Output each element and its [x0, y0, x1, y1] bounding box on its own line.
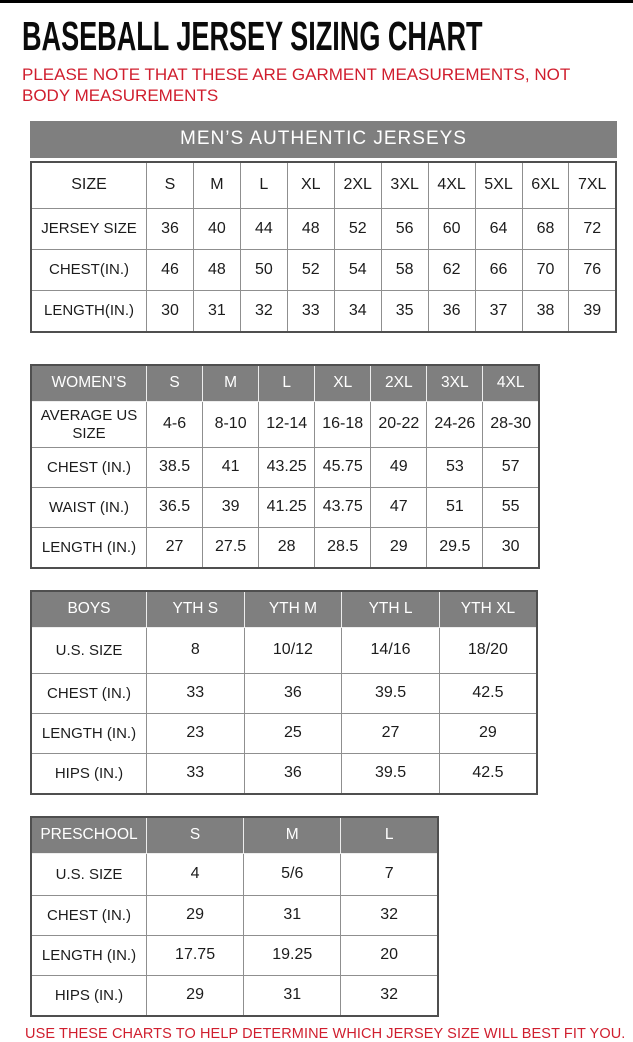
cell-value: 16-18	[315, 402, 371, 448]
table-row	[31, 488, 539, 528]
cell-value: 29	[439, 714, 537, 754]
cell-value: 18/20	[439, 628, 537, 674]
cell-value: 27	[342, 714, 440, 754]
cell-value: 10/12	[244, 628, 342, 674]
cell-value: 51	[427, 488, 483, 528]
cell-value: 33	[147, 754, 245, 794]
cell-value: 42.5	[439, 674, 537, 714]
table-title-cell: WOMEN’S	[31, 365, 147, 402]
cell-value: 39.5	[342, 754, 440, 794]
cell-value: 52	[287, 250, 334, 291]
row-label: AVERAGE US SIZE	[31, 402, 147, 448]
cell-value: 43.75	[315, 488, 371, 528]
column-header: YTH XL	[439, 591, 537, 628]
row-label: LENGTH (IN.)	[31, 714, 147, 754]
cell-value: 33	[287, 291, 334, 332]
column-header: 3XL	[427, 365, 483, 402]
cell-value: 64	[475, 209, 522, 250]
cell-value: 36	[428, 291, 475, 332]
column-header: 6XL	[522, 162, 569, 209]
table-title-cell: PRESCHOOL	[31, 817, 147, 854]
column-header: M	[193, 162, 240, 209]
cell-value: 39	[569, 291, 616, 332]
cell-value: 27.5	[203, 528, 259, 568]
cell-value: 32	[341, 896, 438, 936]
cell-value: 20	[341, 936, 438, 976]
row-label: WAIST (IN.)	[31, 488, 147, 528]
column-header: M	[244, 817, 341, 854]
cell-value: 36	[244, 674, 342, 714]
row-label: LENGTH (IN.)	[31, 528, 147, 568]
cell-value: 60	[428, 209, 475, 250]
cell-value: 24-26	[427, 402, 483, 448]
cell-value: 25	[244, 714, 342, 754]
table-row	[31, 714, 537, 754]
cell-value: 47	[371, 488, 427, 528]
cell-value: 50	[240, 250, 287, 291]
table-row	[31, 402, 539, 448]
cell-value: 41.25	[259, 488, 315, 528]
header-row	[31, 365, 539, 402]
column-header: 4XL	[483, 365, 539, 402]
column-header: S	[147, 365, 203, 402]
cell-value: 38	[522, 291, 569, 332]
column-header: YTH L	[342, 591, 440, 628]
header-row	[31, 591, 537, 628]
table-title-cell: SIZE	[31, 162, 147, 209]
cell-value: 28	[259, 528, 315, 568]
cell-value: 36	[244, 754, 342, 794]
cell-value: 66	[475, 250, 522, 291]
column-header: 4XL	[428, 162, 475, 209]
cell-value: 37	[475, 291, 522, 332]
cell-value: 28.5	[315, 528, 371, 568]
cell-value: 31	[244, 896, 341, 936]
table-row	[31, 754, 537, 794]
cell-value: 28-30	[483, 402, 539, 448]
table-row	[31, 936, 438, 976]
garment-measurement-note: PLEASE NOTE THAT THESE ARE GARMENT MEASUREMENTS, NOT BODY MEASUREMENTS	[22, 65, 570, 106]
cell-value: 58	[381, 250, 428, 291]
cell-value: 29	[147, 896, 244, 936]
column-header: 5XL	[475, 162, 522, 209]
cell-value: 31	[244, 976, 341, 1016]
cell-value: 70	[522, 250, 569, 291]
cell-value: 12-14	[259, 402, 315, 448]
cell-value: 68	[522, 209, 569, 250]
row-label: CHEST (IN.)	[31, 448, 147, 488]
table-row	[31, 674, 537, 714]
cell-value: 40	[193, 209, 240, 250]
column-header: XL	[315, 365, 371, 402]
mens-authentic-jerseys-banner: MEN’S AUTHENTIC JERSEYS	[30, 121, 617, 158]
cell-value: 17.75	[147, 936, 244, 976]
cell-value: 7	[341, 854, 438, 896]
cell-value: 36	[147, 209, 194, 250]
table-row	[31, 976, 438, 1016]
row-label: CHEST (IN.)	[31, 674, 147, 714]
cell-value: 46	[147, 250, 194, 291]
cell-value: 57	[483, 448, 539, 488]
column-header: M	[203, 365, 259, 402]
cell-value: 42.5	[439, 754, 537, 794]
cell-value: 48	[193, 250, 240, 291]
cell-value: 20-22	[371, 402, 427, 448]
cell-value: 30	[483, 528, 539, 568]
cell-value: 43.25	[259, 448, 315, 488]
cell-value: 29	[371, 528, 427, 568]
table-row	[31, 628, 537, 674]
row-label: HIPS (IN.)	[31, 976, 147, 1016]
cell-value: 39	[203, 488, 259, 528]
cell-value: 5/6	[244, 854, 341, 896]
row-label: U.S. SIZE	[31, 628, 147, 674]
column-header: 7XL	[569, 162, 616, 209]
cell-value: 41	[203, 448, 259, 488]
cell-value: 49	[371, 448, 427, 488]
page-title	[22, 13, 633, 59]
column-header: 3XL	[381, 162, 428, 209]
cell-value: 14/16	[342, 628, 440, 674]
table-row	[31, 291, 616, 332]
cell-value: 52	[334, 209, 381, 250]
cell-value: 30	[147, 291, 194, 332]
row-label: LENGTH(IN.)	[31, 291, 147, 332]
cell-value: 29	[147, 976, 244, 1016]
cell-value: 54	[334, 250, 381, 291]
row-label: U.S. SIZE	[31, 854, 147, 896]
table-row	[31, 896, 438, 936]
table-row	[31, 528, 539, 568]
cell-value: 32	[240, 291, 287, 332]
table-row	[31, 854, 438, 896]
cell-value: 33	[147, 674, 245, 714]
mens-sizing-table	[30, 161, 617, 333]
table-row	[31, 209, 616, 250]
cell-value: 29.5	[427, 528, 483, 568]
cell-value: 19.25	[244, 936, 341, 976]
cell-value: 44	[240, 209, 287, 250]
cell-value: 4-6	[147, 402, 203, 448]
page-title-text: BASEBALL JERSEY SIZING CHART	[22, 13, 483, 59]
cell-value: 8	[147, 628, 245, 674]
column-header: L	[341, 817, 438, 854]
cell-value: 39.5	[342, 674, 440, 714]
row-label: HIPS (IN.)	[31, 754, 147, 794]
column-header: 2XL	[334, 162, 381, 209]
header-row	[31, 162, 616, 209]
cell-value: 8-10	[203, 402, 259, 448]
cell-value: 36.5	[147, 488, 203, 528]
column-header: 2XL	[371, 365, 427, 402]
column-header: S	[147, 817, 244, 854]
row-label: CHEST(IN.)	[31, 250, 147, 291]
column-header: S	[147, 162, 194, 209]
cell-value: 62	[428, 250, 475, 291]
row-label: LENGTH (IN.)	[31, 936, 147, 976]
cell-value: 31	[193, 291, 240, 332]
cell-value: 53	[427, 448, 483, 488]
cell-value: 76	[569, 250, 616, 291]
cell-value: 23	[147, 714, 245, 754]
column-header: L	[259, 365, 315, 402]
womens-sizing-table	[30, 364, 540, 569]
preschool-sizing-table	[30, 816, 439, 1017]
cell-value: 56	[381, 209, 428, 250]
row-label: CHEST (IN.)	[31, 896, 147, 936]
column-header: L	[240, 162, 287, 209]
cell-value: 48	[287, 209, 334, 250]
cell-value: 45.75	[315, 448, 371, 488]
cell-value: 72	[569, 209, 616, 250]
table-row	[31, 448, 539, 488]
table-title-cell: BOYS	[31, 591, 147, 628]
cell-value: 35	[381, 291, 428, 332]
footer-note: USE THESE CHARTS TO HELP DETERMINE WHICH JERSEY SIZE WILL BEST FIT YOU.	[25, 1025, 626, 1042]
cell-value: 55	[483, 488, 539, 528]
table-row	[31, 250, 616, 291]
cell-value: 38.5	[147, 448, 203, 488]
top-border-bar	[0, 0, 633, 3]
cell-value: 34	[334, 291, 381, 332]
column-header: XL	[287, 162, 334, 209]
header-row	[31, 817, 438, 854]
cell-value: 32	[341, 976, 438, 1016]
column-header: YTH M	[244, 591, 342, 628]
cell-value: 4	[147, 854, 244, 896]
column-header: YTH S	[147, 591, 245, 628]
boys-sizing-table	[30, 590, 538, 795]
row-label: JERSEY SIZE	[31, 209, 147, 250]
cell-value: 27	[147, 528, 203, 568]
